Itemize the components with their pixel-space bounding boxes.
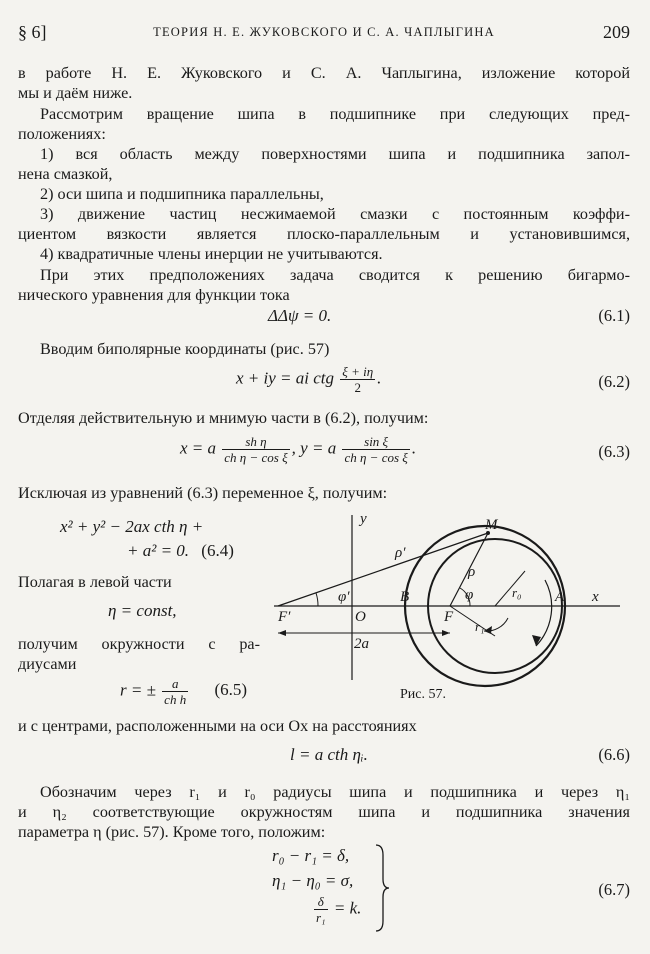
equation-6-7-line3: [312, 894, 361, 925]
label-F-prime: F′: [278, 609, 291, 625]
text-line: положениях:: [18, 125, 106, 143]
numerator: sh η: [222, 434, 289, 450]
text-line: Рассмотрим вращение шипа в подшипнике при следующих пред-: [40, 105, 630, 123]
label-phi-prime: φ′: [338, 589, 350, 605]
equation-6-7-line2: η₁ − η₀ = σ,: [272, 871, 354, 890]
eq-part: = k.: [333, 898, 362, 918]
text-line: 4) квадратичные члены инерции не учитываются.: [40, 245, 383, 263]
label-A: A: [555, 589, 565, 605]
text-line: в работе Н. Е. Жуковского и С. А. Чаплыгина, изложение которой: [18, 64, 630, 82]
label-B: B: [400, 589, 410, 605]
text-line: циентом вязкости является плоско-параллельным и установившимся,: [18, 225, 630, 243]
text-line: и η₂ соответствующие окружностям шипа и подшипника значения: [18, 803, 630, 821]
label-y: y: [360, 511, 367, 527]
phi-prime-arc: [316, 593, 318, 606]
equation-number: (6.3): [598, 442, 630, 461]
fraction: [222, 434, 289, 465]
text-line: параметра η (рис. 57). Кроме того, положим:: [18, 823, 326, 841]
eq-end: .: [411, 438, 417, 458]
fraction: [340, 364, 375, 395]
text-line: и с центрами, расположенными на оси Ox на расстояниях: [18, 717, 417, 735]
eq-sep: ,: [291, 438, 296, 458]
equation-6-1: ΔΔψ = 0.: [268, 306, 332, 325]
eq-part: + a² = 0.: [127, 541, 190, 560]
equation-6-4-line2: [127, 541, 234, 561]
equation-6-5: [120, 676, 247, 707]
label-x: x: [592, 589, 599, 605]
right-brace: [374, 843, 390, 933]
numerator: sin ξ: [342, 434, 409, 450]
text-line: Вводим биполярные координаты (рис. 57): [40, 340, 330, 358]
label-O: O: [355, 609, 366, 625]
page-number: 209: [603, 22, 630, 42]
equation-number: (6.7): [598, 880, 630, 899]
text-line: мы и даём ниже.: [18, 84, 133, 102]
text-line: нического уравнения для функции тока: [18, 286, 290, 304]
label-F: F: [444, 609, 454, 625]
eq-y: y = a: [300, 438, 337, 458]
text-line: 1) вся область между поверхностями шипа и подшипника запол-: [40, 145, 630, 163]
label-r1: r₁: [475, 619, 485, 634]
section-mark: § 6]: [18, 22, 47, 42]
denominator: r₁: [316, 910, 326, 925]
text-line: нена смазкой,: [18, 165, 113, 183]
figure-57: [270, 505, 635, 705]
text-line: Полагая в левой части: [18, 573, 172, 591]
equation-6-2: [236, 364, 381, 395]
label-rho: ρ: [468, 564, 476, 580]
eq-lhs: r = ±: [120, 680, 156, 700]
eq-lhs: x + iy = ai ctg: [236, 368, 334, 388]
label-2a: 2a: [354, 636, 369, 652]
fraction: [314, 894, 328, 925]
text-line: получим окружности с ра-: [18, 635, 260, 653]
equation-number: (6.6): [598, 745, 630, 764]
fraction: [342, 434, 409, 465]
arrow-head: [278, 630, 286, 636]
equation-6-4-line1: x² + y² − 2ax cth η +: [60, 517, 204, 536]
denominator: ch η − cos ξ: [224, 450, 288, 465]
numerator: δ: [314, 894, 328, 910]
running-title: ТЕОРИЯ Н. Е. ЖУКОВСКОГО И С. А. ЧАПЛЫГИНА: [153, 25, 495, 39]
equation-number: (6.5): [214, 680, 248, 700]
denominator: ch h: [164, 692, 187, 707]
text-line: 3) движение частиц несжимаемой смазки с постоянным коэффи-: [40, 205, 630, 223]
denominator: 2: [354, 380, 361, 395]
arrow-head: [532, 635, 541, 646]
equation-6-6: l = a cth ηᵢ.: [290, 745, 368, 764]
rho-prime-line: [278, 533, 488, 606]
figure-caption: Рис. 57.: [400, 687, 446, 702]
text-line: При этих предположениях задача сводится к решению бигармо-: [40, 266, 630, 284]
text-line: Отделяя действительную и мнимую части в (6.2), получим:: [18, 409, 429, 427]
text-line: Исключая из уравнений (6.3) переменное ξ, получим:: [18, 484, 388, 502]
rotation-arrow: [536, 580, 552, 646]
eq-x: x = a: [180, 438, 217, 458]
denominator: ch η − cos ξ: [344, 450, 408, 465]
text-line: Обозначим через r₁ и r₀ радиусы шипа и подшипника и через η₁: [40, 783, 630, 801]
numerator: a: [162, 676, 188, 692]
label-phi: φ: [465, 587, 474, 603]
equation-number: (6.2): [598, 372, 630, 391]
label-M: M: [485, 517, 498, 533]
label-rho-prime: ρ′: [395, 545, 406, 561]
fraction: [162, 676, 188, 707]
text-line: диусами: [18, 655, 77, 673]
label-r0: r₀: [512, 585, 522, 600]
equation-6-3: [180, 434, 416, 465]
page-header: [18, 22, 630, 44]
eta-const: η = const,: [108, 601, 177, 620]
eq-end: .: [377, 368, 382, 388]
numerator: ξ + iη: [342, 364, 374, 379]
arrow-head: [442, 630, 450, 636]
equation-number: (6.4): [201, 541, 234, 560]
text-line: 2) оси шипа и подшипника параллельны,: [40, 185, 324, 203]
equation-6-7-line1: r₀ − r₁ = δ,: [272, 846, 350, 865]
equation-number: (6.1): [598, 306, 630, 325]
